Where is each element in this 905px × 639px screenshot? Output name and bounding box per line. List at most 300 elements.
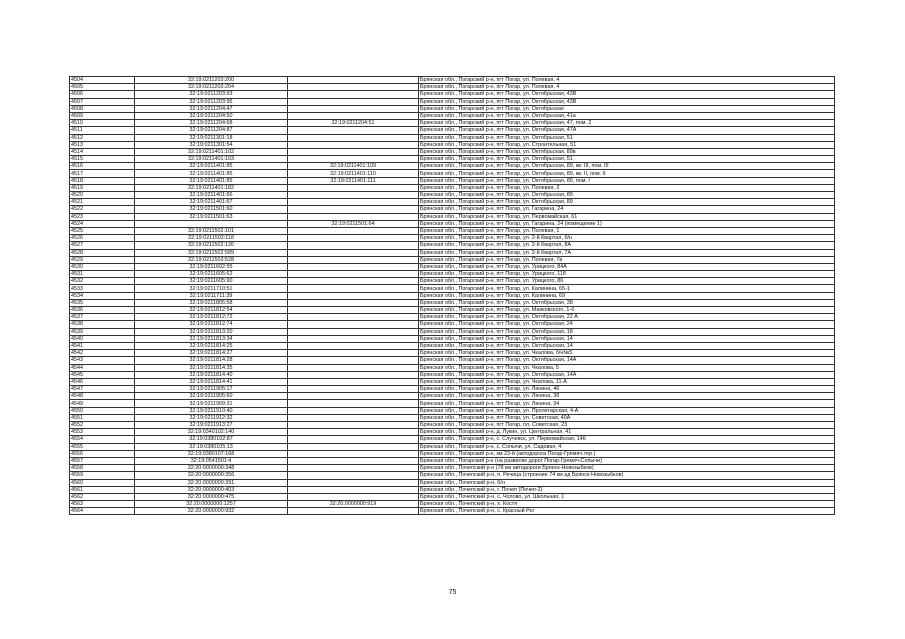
previous-number-cell [288, 400, 419, 407]
cadastral-number-cell: 32:20:0000000:932 [135, 508, 288, 515]
address-cell: Брянская обл., Погарский р-н, пгт Погар, ул. Октябрьская, 51 [419, 156, 835, 163]
address-cell: Брянская обл., Погарский р-н, пгт Погар, ул. Урицкого, 118 [419, 271, 835, 278]
table-row [70, 393, 835, 400]
cadastral-number-cell: 32:19:0211502:589 [135, 249, 288, 256]
row-number-cell: 4532 [70, 278, 135, 285]
cadastral-number-cell: 32:19:0211813:20 [135, 328, 288, 335]
previous-number-cell: 32:19:0211401:109 [288, 163, 419, 170]
address-cell: Брянская обл., Погарский р-н, пгт Погар, пл. Советская, 23 [419, 422, 835, 429]
row-number-cell: 4519 [70, 184, 135, 191]
previous-number-cell [288, 235, 419, 242]
address-cell: Брянская обл., Погарский р-н, пгт Погар, ул. Чкалова, б/н№5 [419, 350, 835, 357]
address-cell: Брянская обл., Погарский р-н, пгт Погар, ул. Советская, 40А [419, 414, 835, 421]
previous-number-cell [288, 443, 419, 450]
cadastral-number-cell: 32:20:0000000:403 [135, 486, 288, 493]
row-number-cell: 4545 [70, 371, 135, 378]
previous-number-cell [288, 350, 419, 357]
table-row [70, 321, 835, 328]
table-row [70, 429, 835, 436]
row-number-cell: 4541 [70, 342, 135, 349]
row-number-cell: 4512 [70, 134, 135, 141]
previous-number-cell: 32:19:0211401:111 [288, 177, 419, 184]
table-row [70, 364, 835, 371]
previous-number-cell [288, 486, 419, 493]
previous-number-cell [288, 199, 419, 206]
row-number-cell: 4559 [70, 472, 135, 479]
row-number-cell: 4544 [70, 364, 135, 371]
row-number-cell: 4546 [70, 378, 135, 385]
row-number-cell: 4547 [70, 386, 135, 393]
table-row [70, 414, 835, 421]
address-cell: Брянская обл., Почепский р-н, г. Почеп (Почеп-2) [419, 486, 835, 493]
cadastral-number-cell: 32:19:0211401:66 [135, 192, 288, 199]
table-row [70, 335, 835, 342]
address-cell: Брянская обл., Почепский р-н, х. Костя [419, 501, 835, 508]
previous-number-cell: 32:19:0211501:64 [288, 220, 419, 227]
previous-number-cell [288, 450, 419, 457]
row-number-cell: 4552 [70, 422, 135, 429]
table-row [70, 227, 835, 234]
cadastral-number-cell: 32:19:0211910:40 [135, 407, 288, 414]
previous-number-cell [288, 493, 419, 500]
table-row [70, 443, 835, 450]
cadastral-number-cell: 32:19:0211814:27 [135, 350, 288, 357]
cadastral-number-cell: 32:19:0211204:50 [135, 112, 288, 119]
cadastral-number-cell: 32:19:0211401:182 [135, 184, 288, 191]
address-cell: Брянская обл., Погарский р-н, пгт Погар, ул. Чкалова, 11-А [419, 378, 835, 385]
previous-number-cell [288, 371, 419, 378]
table-row [70, 112, 835, 119]
row-number-cell: 4531 [70, 271, 135, 278]
address-cell: Брянская обл., Погарский р-н, пгт Погар, ул. Октябрьская, 22 А [419, 314, 835, 321]
address-cell: Брянская обл., Погарский р-н, пгт Погар, ул. Октябрьская, 89 [419, 199, 835, 206]
table-row [70, 292, 835, 299]
previous-number-cell [288, 378, 419, 385]
row-number-cell: 4542 [70, 350, 135, 357]
table-row [70, 105, 835, 112]
previous-number-cell [288, 105, 419, 112]
previous-number-cell [288, 278, 419, 285]
address-cell: Брянская обл., Погарский р-н, пгт Погар, ул. Октябрьская, 14 [419, 335, 835, 342]
previous-number-cell [288, 422, 419, 429]
previous-number-cell [288, 271, 419, 278]
address-cell: Брянская обл., Погарский р-н, пгт Погар, ул. Первомайская, 61 [419, 213, 835, 220]
table-row [70, 479, 835, 486]
table-row [70, 98, 835, 105]
row-number-cell: 4525 [70, 227, 135, 234]
cadastral-number-cell: 32:19:0211203:204 [135, 84, 288, 91]
page-number: 75 [448, 589, 457, 596]
row-number-cell: 4553 [70, 429, 135, 436]
row-number-cell: 4522 [70, 206, 135, 213]
previous-number-cell [288, 364, 419, 371]
address-cell: Брянская обл., Погарский р-н, пгт Погар, ул. Октябрьская [419, 105, 835, 112]
address-cell: Брянская обл., Погарский р-н, пгт Погар, ул. Ленина, 46 [419, 386, 835, 393]
table-row [70, 342, 835, 349]
address-cell: Брянская обл., Погарский р-н, пгт Погар, ул. Октябрьская, 47, пом. 2 [419, 120, 835, 127]
address-cell: Брянская обл., Погарский р-н, пгт Погар, ул. Чкалова, 5 [419, 364, 835, 371]
cadastral-number-cell: 32:19:0211401:67 [135, 199, 288, 206]
address-cell: Брянская обл., Погарский р-н, пгт Погар, ул. Строительная, 51 [419, 141, 835, 148]
row-number-cell: 4527 [70, 242, 135, 249]
table-row [70, 220, 835, 227]
previous-number-cell [288, 328, 419, 335]
cadastral-number-cell: 32:19:0211812:74 [135, 321, 288, 328]
table-row [70, 213, 835, 220]
row-number-cell: 4535 [70, 299, 135, 306]
cadastral-number-cell: 32:19:0211501:63 [135, 213, 288, 220]
table-row [70, 271, 835, 278]
address-cell: Брянская обл., Погарский р-н, пгт Погар, ул. Октябрьская, 38 [419, 299, 835, 306]
address-cell: Брянская обл., Почепский р-н, с. Красный Рог [419, 508, 835, 515]
table-row [70, 235, 835, 242]
table-row [70, 400, 835, 407]
table-row [70, 192, 835, 199]
row-number-cell: 4549 [70, 400, 135, 407]
row-number-cell: 4563 [70, 501, 135, 508]
previous-number-cell [288, 206, 419, 213]
row-number-cell: 4530 [70, 263, 135, 270]
table-row [70, 77, 835, 84]
row-number-cell: 4554 [70, 436, 135, 443]
previous-number-cell [288, 242, 419, 249]
row-number-cell: 4506 [70, 91, 135, 98]
address-cell: Брянская обл., Погарский р-н, пгт Погар, ул. Ленина, 34 [419, 400, 835, 407]
row-number-cell: 4539 [70, 328, 135, 335]
previous-number-cell [288, 386, 419, 393]
cadastral-number-cell: 32:19:0211501:60 [135, 206, 288, 213]
address-cell: Брянская обл., Погарский р-н, пгт Погар, ул. Октябрьская, 18 [419, 328, 835, 335]
row-number-cell: 4511 [70, 127, 135, 134]
cadastral-number-cell: 32:19:0211710:51 [135, 285, 288, 292]
row-number-cell: 4518 [70, 177, 135, 184]
address-cell: Брянская обл., Погарский р-н, пгт Погар, ул. 2-й Квартал, 7А [419, 249, 835, 256]
table-row [70, 357, 835, 364]
previous-number-cell [288, 321, 419, 328]
address-cell: Брянская обл., Погарский р-н, пгт Погар, ул. Пролетарская, 4-А [419, 407, 835, 414]
table-row [70, 127, 835, 134]
address-cell: Брянская обл., Погарский р-н, пгт Погар, ул. Полевая, 4 [419, 84, 835, 91]
table-row [70, 156, 835, 163]
row-number-cell: 4521 [70, 199, 135, 206]
previous-number-cell [288, 465, 419, 472]
table-row [70, 314, 835, 321]
address-cell: Брянская обл., Почепский р-н, п. Речица (строение 74 км ад Брянск-Новозыбков) [419, 472, 835, 479]
row-number-cell: 4514 [70, 148, 135, 155]
previous-number-cell [288, 407, 419, 414]
table-row [70, 249, 835, 256]
address-cell: Брянская обл., Погарский р-н, пгт Погар, ул. Октябрьская, 14 [419, 342, 835, 349]
row-number-cell: 4555 [70, 443, 135, 450]
address-cell: Брянская обл., Погарский р-н, пгт Погар, ул. Калинина, 65-1 [419, 285, 835, 292]
address-cell: Брянская обл., Погарский р-н, с. Случевск, ул. Первомайская, 146 [419, 436, 835, 443]
address-cell: Брянская обл., Погарский р-н, пгт Погар, ул. Гагарина, 24 [419, 206, 835, 213]
cadastral-number-cell: 32:20:0000000:475 [135, 493, 288, 500]
previous-number-cell [288, 342, 419, 349]
cadastral-number-cell: 32:19:0211204:68 [135, 120, 288, 127]
address-cell: Брянская обл., Погарский р-н, пгт Погар, ул. Гагарина, 24 (помещение 1) [419, 220, 835, 227]
row-number-cell: 4564 [70, 508, 135, 515]
address-cell: Брянская обл., Погарский р-н, пгт Погар, ул. Октябрьская, 14А [419, 357, 835, 364]
previous-number-cell [288, 84, 419, 91]
address-cell: Брянская обл., Погарский р-н, д. Лукин, ул. Центральная, 41 [419, 429, 835, 436]
row-number-cell: 4504 [70, 77, 135, 84]
table-row [70, 263, 835, 270]
row-number-cell: 4516 [70, 163, 135, 170]
cadastral-number-cell: 32:19:0211503:528 [135, 256, 288, 263]
previous-number-cell: 32:20:0000000:919 [288, 501, 419, 508]
row-number-cell: 4561 [70, 486, 135, 493]
previous-number-cell [288, 77, 419, 84]
address-cell: Брянская обл., Погарский р-н, пгт Погар, ул. Октябрьская, 89, кв. III, пом. III [419, 163, 835, 170]
table-row [70, 91, 835, 98]
cadastral-number-cell: 32:19:0211301:18 [135, 134, 288, 141]
previous-number-cell [288, 414, 419, 421]
previous-number-cell [288, 134, 419, 141]
previous-number-cell [288, 285, 419, 292]
table-row [70, 170, 835, 177]
cadastral-number-cell: 32:19:0211814:25 [135, 342, 288, 349]
table-row [70, 148, 835, 155]
address-cell: Брянская обл., Погарский р-н, пгт Погар, ул. Калинина, 69 [419, 292, 835, 299]
address-cell: Брянская обл., Почепский р-н, с. Чолово, ул. Школьная, 1 [419, 493, 835, 500]
cadastral-number-cell: 32:19:0211605:62 [135, 271, 288, 278]
row-number-cell: 4526 [70, 235, 135, 242]
address-cell: Брянская обл., Погарский р-н, пгт Погар, ул. Полевая, 4 [419, 77, 835, 84]
cadastral-number-cell: 32:19:0211502:118 [135, 235, 288, 242]
previous-number-cell [288, 479, 419, 486]
cadastral-number-cell: 32:19:0211401:85 [135, 163, 288, 170]
address-cell: Брянская обл., Погарский р-н, пгт Погар, ул. Октябрьская, 47А [419, 127, 835, 134]
address-cell: Брянская обл., Погарский р-н, пгт Погар, ул. Полевая, 2 [419, 184, 835, 191]
cadastral-number-cell: 32:19:0211605:90 [135, 278, 288, 285]
cadastral-number-cell: 32:20:0000000:1257 [135, 501, 288, 508]
cadastral-number-cell: 32:20:0000000:391 [135, 479, 288, 486]
previous-number-cell [288, 307, 419, 314]
address-cell: Брянская обл., Погарский р-н, пгт Погар, ул. Октябрьская, 43В [419, 91, 835, 98]
address-cell: Брянская обл., Погарский р-н, пгт Погар, ул. Маяковского, 1-б [419, 307, 835, 314]
previous-number-cell [288, 472, 419, 479]
address-cell: Брянская обл., Погарский р-н, пгт Погар, ул. Октябрьская, 14А [419, 371, 835, 378]
cadastral-number-cell: 32:19:0211502:101 [135, 227, 288, 234]
row-number-cell: 4508 [70, 105, 135, 112]
cadastral-number-cell: 32:19:0211401:102 [135, 148, 288, 155]
previous-number-cell: 32:19:0211204:51 [288, 120, 419, 127]
address-cell: Брянская обл., Погарский р-н, пгт Погар, ул. Урицкого, 86 [419, 278, 835, 285]
row-number-cell: 4540 [70, 335, 135, 342]
row-number-cell: 4538 [70, 321, 135, 328]
previous-number-cell [288, 256, 419, 263]
previous-number-cell [288, 156, 419, 163]
row-number-cell: 4556 [70, 450, 135, 457]
table-row [70, 84, 835, 91]
cadastral-number-cell: 32:20:0000000:356 [135, 472, 288, 479]
previous-number-cell [288, 127, 419, 134]
row-number-cell: 4513 [70, 141, 135, 148]
address-cell: Брянская обл., Погарский р-н, пгт Погар, ул. Полевая, 7в [419, 256, 835, 263]
table-row [70, 328, 835, 335]
row-number-cell: 4550 [70, 407, 135, 414]
row-number-cell: 4509 [70, 112, 135, 119]
previous-number-cell [288, 213, 419, 220]
row-number-cell: 4543 [70, 357, 135, 364]
row-number-cell: 4560 [70, 479, 135, 486]
cadastral-number-cell: 32:19:0211814:41 [135, 378, 288, 385]
address-cell: Брянская обл., Погарский р-н, пгт Погар, ул. Октябрьская, 89в [419, 148, 835, 155]
cadastral-number-cell: 32:19:0211203:200 [135, 77, 288, 84]
table-row [70, 436, 835, 443]
table-row [70, 457, 835, 464]
previous-number-cell [288, 314, 419, 321]
row-number-cell: 4528 [70, 249, 135, 256]
address-cell: Брянская обл., Погарский р-н (на развилке дорог Погар-Гремяч-Сопычи) [419, 457, 835, 464]
row-number-cell: 4524 [70, 220, 135, 227]
row-number-cell: 4507 [70, 98, 135, 105]
table-row [70, 501, 835, 508]
cadastral-number-cell: 32:19:0211301:54 [135, 141, 288, 148]
table-row [70, 371, 835, 378]
address-cell: Брянская обл., Почепский р-н, б/н [419, 479, 835, 486]
row-number-cell: 4536 [70, 307, 135, 314]
table-row [70, 242, 835, 249]
row-number-cell: 4520 [70, 192, 135, 199]
row-number-cell: 4515 [70, 156, 135, 163]
address-cell: Брянская обл., Погарский р-н, пгт Погар, ул. 2-й Квартал, 8А [419, 242, 835, 249]
table-row [70, 422, 835, 429]
address-cell: Брянская обл., Погарский р-н, пгт Погар, ул. Октябрьская, 24 [419, 321, 835, 328]
table-row [70, 472, 835, 479]
table-row [70, 378, 835, 385]
row-number-cell: 4551 [70, 414, 135, 421]
table-row [70, 508, 835, 515]
previous-number-cell [288, 263, 419, 270]
table-row [70, 307, 835, 314]
cadastral-number-cell: 32:19:0211805:58 [135, 299, 288, 306]
row-number-cell: 4517 [70, 170, 135, 177]
previous-number-cell [288, 91, 419, 98]
previous-number-cell [288, 436, 419, 443]
cadastral-number-cell: 32:19:0211502:126 [135, 242, 288, 249]
row-number-cell: 4537 [70, 314, 135, 321]
previous-number-cell [288, 112, 419, 119]
row-number-cell: 4523 [70, 213, 135, 220]
previous-number-cell [288, 148, 419, 155]
table-row [70, 407, 835, 414]
cadastral-number-cell: 32:19:0211812:54 [135, 307, 288, 314]
previous-number-cell [288, 508, 419, 515]
cadastral-number-cell: 32:19:0211203:93 [135, 91, 288, 98]
previous-number-cell [288, 192, 419, 199]
table-row [70, 206, 835, 213]
row-number-cell: 4533 [70, 285, 135, 292]
registry-table-body [70, 77, 835, 515]
cadastral-number-cell: 32:19:0340102:140 [135, 429, 288, 436]
previous-number-cell [288, 457, 419, 464]
table-row [70, 450, 835, 457]
cadastral-number-cell: 32:19:0211812:72 [135, 314, 288, 321]
cadastral-number-cell: 32:19:0211813:34 [135, 335, 288, 342]
table-row [70, 493, 835, 500]
address-cell: Брянская обл., Погарский р-н, км 23-й (автодорога Погар-Гремяч.тер.) [419, 450, 835, 457]
address-cell: Брянская обл., Погарский р-н, пгт Погар, ул. Октябрьская, 51 [419, 134, 835, 141]
cadastral-number-cell: 32:19:0211912:32 [135, 414, 288, 421]
table-row [70, 465, 835, 472]
previous-number-cell [288, 429, 419, 436]
table-row [70, 134, 835, 141]
row-number-cell: 4562 [70, 493, 135, 500]
table-row [70, 350, 835, 357]
cadastral-number-cell: 32:19:0211814:40 [135, 371, 288, 378]
address-cell: Брянская обл., Погарский р-н, пгт Погар, ул. Октябрьская, 89 [419, 192, 835, 199]
table-row [70, 256, 835, 263]
cadastral-number-cell: 32:19:0380107:168 [135, 450, 288, 457]
address-cell: Брянская обл., Погарский р-н, пгт Погар, ул. Полевая, 1 [419, 227, 835, 234]
cadastral-number-cell: 32:19:0380105:13 [135, 443, 288, 450]
cadastral-number-cell: 32:19:0211711:39 [135, 292, 288, 299]
cadastral-number-cell: 32:19:0211905:60 [135, 393, 288, 400]
previous-number-cell [288, 184, 419, 191]
row-number-cell: 4558 [70, 465, 135, 472]
row-number-cell: 4534 [70, 292, 135, 299]
cadastral-number-cell: 32:19:0211401:85 [135, 177, 288, 184]
row-number-cell: 4548 [70, 393, 135, 400]
cadastral-number-cell [135, 220, 288, 227]
row-number-cell: 4510 [70, 120, 135, 127]
previous-number-cell [288, 227, 419, 234]
previous-number-cell [288, 249, 419, 256]
cadastral-number-cell: 32:19:0211814:35 [135, 364, 288, 371]
row-number-cell: 4529 [70, 256, 135, 263]
previous-number-cell [288, 335, 419, 342]
table-row [70, 299, 835, 306]
cadastral-number-cell: 32:19:0211905:17 [135, 386, 288, 393]
previous-number-cell [288, 98, 419, 105]
table-row [70, 285, 835, 292]
cadastral-number-cell: 32:19:0211204:47 [135, 105, 288, 112]
cadastral-number-cell: 32:19:0211909:31 [135, 400, 288, 407]
address-cell: Брянская обл., Погарский р-н, пгт Погар, ул. 2-й Квартал, б/н [419, 235, 835, 242]
cadastral-number-cell: 32:19:0211203:95 [135, 98, 288, 105]
table-row [70, 486, 835, 493]
table-row [70, 184, 835, 191]
cadastral-number-cell: 32:20:0000000:348 [135, 465, 288, 472]
address-cell: Брянская обл., Погарский р-н, пгт Погар, ул. Октябрьская, 89, кв. II, пом. II [419, 170, 835, 177]
previous-number-cell [288, 299, 419, 306]
previous-number-cell [288, 357, 419, 364]
table-row [70, 120, 835, 127]
cadastral-number-cell: 32:19:0541501:4 [135, 457, 288, 464]
address-cell: Брянская обл., Погарский р-н, с. Сопычи, ул. Садовая, 4 [419, 443, 835, 450]
previous-number-cell [288, 141, 419, 148]
table-row [70, 386, 835, 393]
cadastral-number-cell: 32:19:0211814:28 [135, 357, 288, 364]
address-cell: Брянская обл., Погарский р-н, пгт Погар, ул. Октябрьская, 43В [419, 98, 835, 105]
previous-number-cell: 32:19:0211401:110 [288, 170, 419, 177]
cadastral-number-cell: 32:19:0380102:87 [135, 436, 288, 443]
cadastral-number-cell: 32:19:0211401:103 [135, 156, 288, 163]
table-row [70, 141, 835, 148]
row-number-cell: 4505 [70, 84, 135, 91]
table-row [70, 177, 835, 184]
address-cell: Брянская обл., Погарский р-н, пгт Погар, ул. Урицкого, 84А [419, 263, 835, 270]
registry-table [69, 76, 835, 515]
previous-number-cell [288, 393, 419, 400]
cadastral-number-cell: 32:19:0211602:55 [135, 263, 288, 270]
table-row [70, 163, 835, 170]
cadastral-number-cell: 32:19:0211913:27 [135, 422, 288, 429]
row-number-cell: 4557 [70, 457, 135, 464]
table-row [70, 278, 835, 285]
